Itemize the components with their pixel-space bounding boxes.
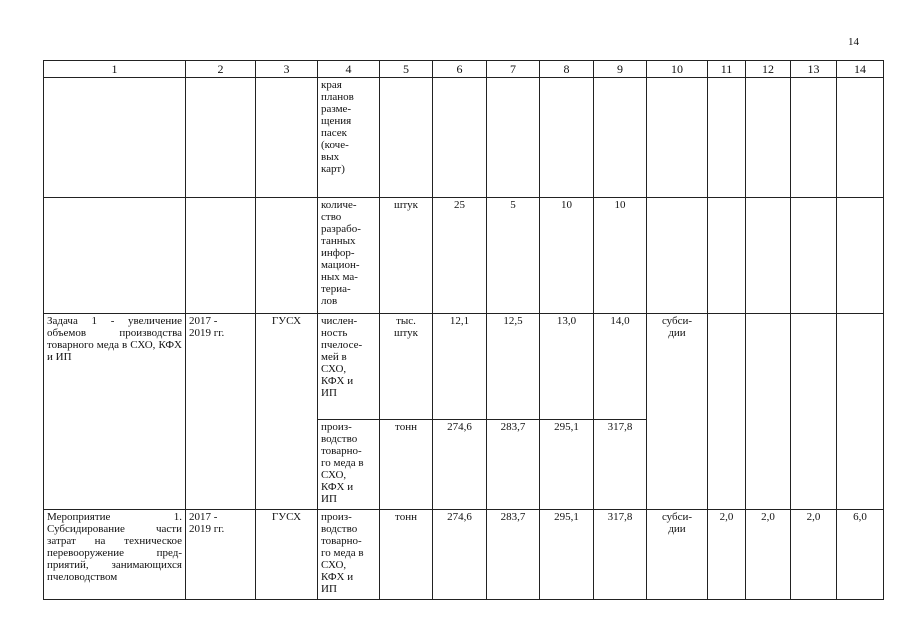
funding-cell: субси- дии [647,510,708,600]
value-2019-cell: 14,0 [594,314,647,420]
unit-cell: тонн [380,420,433,510]
value-2018-cell: 295,1 [540,510,594,600]
funding-cell: субси- дии [647,314,708,510]
amount-cell [746,78,791,198]
executor-cell [256,78,318,198]
table-row [44,198,884,314]
col-header-10: 10 [647,61,708,78]
value-2016-cell: 274,6 [433,510,487,600]
col-header-1: 1 [44,61,186,78]
value-2017-cell: 12,5 [487,314,540,420]
col-header-3: 3 [256,61,318,78]
value-2018-cell: 13,0 [540,314,594,420]
value-2017-cell: 283,7 [487,420,540,510]
indicator-cell: произ- водство товарно- го меда в СХО, КФХ и ИП [318,420,380,510]
indicator-cell: края планов разме- щения пасек (коче- вых карт) [318,78,380,198]
period-cell [186,78,256,198]
funding-cell [647,78,708,198]
page-number: 14 [848,36,859,48]
period-cell [186,198,256,314]
table-row [44,510,884,600]
amount-cell: 2,0 [746,510,791,600]
value-2017-cell: 5 [487,198,540,314]
indicator-cell: количе- ство разрабо- танных инфор- мацион- ных ма- териа- лов [318,198,380,314]
funding-cell [647,198,708,314]
value-cell [540,78,594,198]
unit-cell: штук [380,198,433,314]
executor-cell: ГУСХ [256,314,318,510]
indicator-cell: числен- ность пчелосе- мей в СХО, КФХ и ИП [318,314,380,420]
amount-cell [837,78,884,198]
col-header-9: 9 [594,61,647,78]
value-2018-cell: 295,1 [540,420,594,510]
amount-cell [708,198,746,314]
program-table [43,60,884,600]
executor-cell [256,198,318,314]
unit-cell: тыс. штук [380,314,433,420]
amount-cell: 6,0 [837,510,884,600]
amount-cell [791,78,837,198]
value-cell [487,78,540,198]
task-cell [44,78,186,198]
amount-cell [746,198,791,314]
task-cell: Задача 1 - увеличение объемов производства товарного меда в СХО, КФХ и ИП [44,314,186,510]
value-cell [433,78,487,198]
col-header-11: 11 [708,61,746,78]
col-header-6: 6 [433,61,487,78]
unit-cell [380,78,433,198]
unit-cell: тонн [380,510,433,600]
col-header-4: 4 [318,61,380,78]
col-header-8: 8 [540,61,594,78]
value-2016-cell: 12,1 [433,314,487,420]
task-cell [44,198,186,314]
col-header-5: 5 [380,61,433,78]
amount-cell [791,314,837,510]
value-2017-cell: 283,7 [487,510,540,600]
value-cell [594,78,647,198]
value-2016-cell: 25 [433,198,487,314]
col-header-12: 12 [746,61,791,78]
amount-cell: 2,0 [791,510,837,600]
amount-cell [837,314,884,510]
col-header-7: 7 [487,61,540,78]
col-header-13: 13 [791,61,837,78]
period-cell: 2017 - 2019 гг. [186,314,256,510]
period-cell: 2017 - 2019 гг. [186,510,256,600]
amount-cell [708,78,746,198]
value-2019-cell: 317,8 [594,510,647,600]
value-2019-cell: 10 [594,198,647,314]
value-2019-cell: 317,8 [594,420,647,510]
executor-cell: ГУСХ [256,510,318,600]
amount-cell [746,314,791,510]
table-row [44,314,884,420]
amount-cell [791,198,837,314]
value-2018-cell: 10 [540,198,594,314]
amount-cell: 2,0 [708,510,746,600]
amount-cell [708,314,746,510]
table-row [44,78,884,198]
task-cell: Мероприятие 1. Субсидирование части затрат на техническое перевооружение пред-приятий, занимающихся пчеловодством [44,510,186,600]
header-row [44,61,884,78]
amount-cell [837,198,884,314]
col-header-2: 2 [186,61,256,78]
indicator-cell: произ- водство товарно- го меда в СХО, КФХ и ИП [318,510,380,600]
value-2016-cell: 274,6 [433,420,487,510]
col-header-14: 14 [837,61,884,78]
